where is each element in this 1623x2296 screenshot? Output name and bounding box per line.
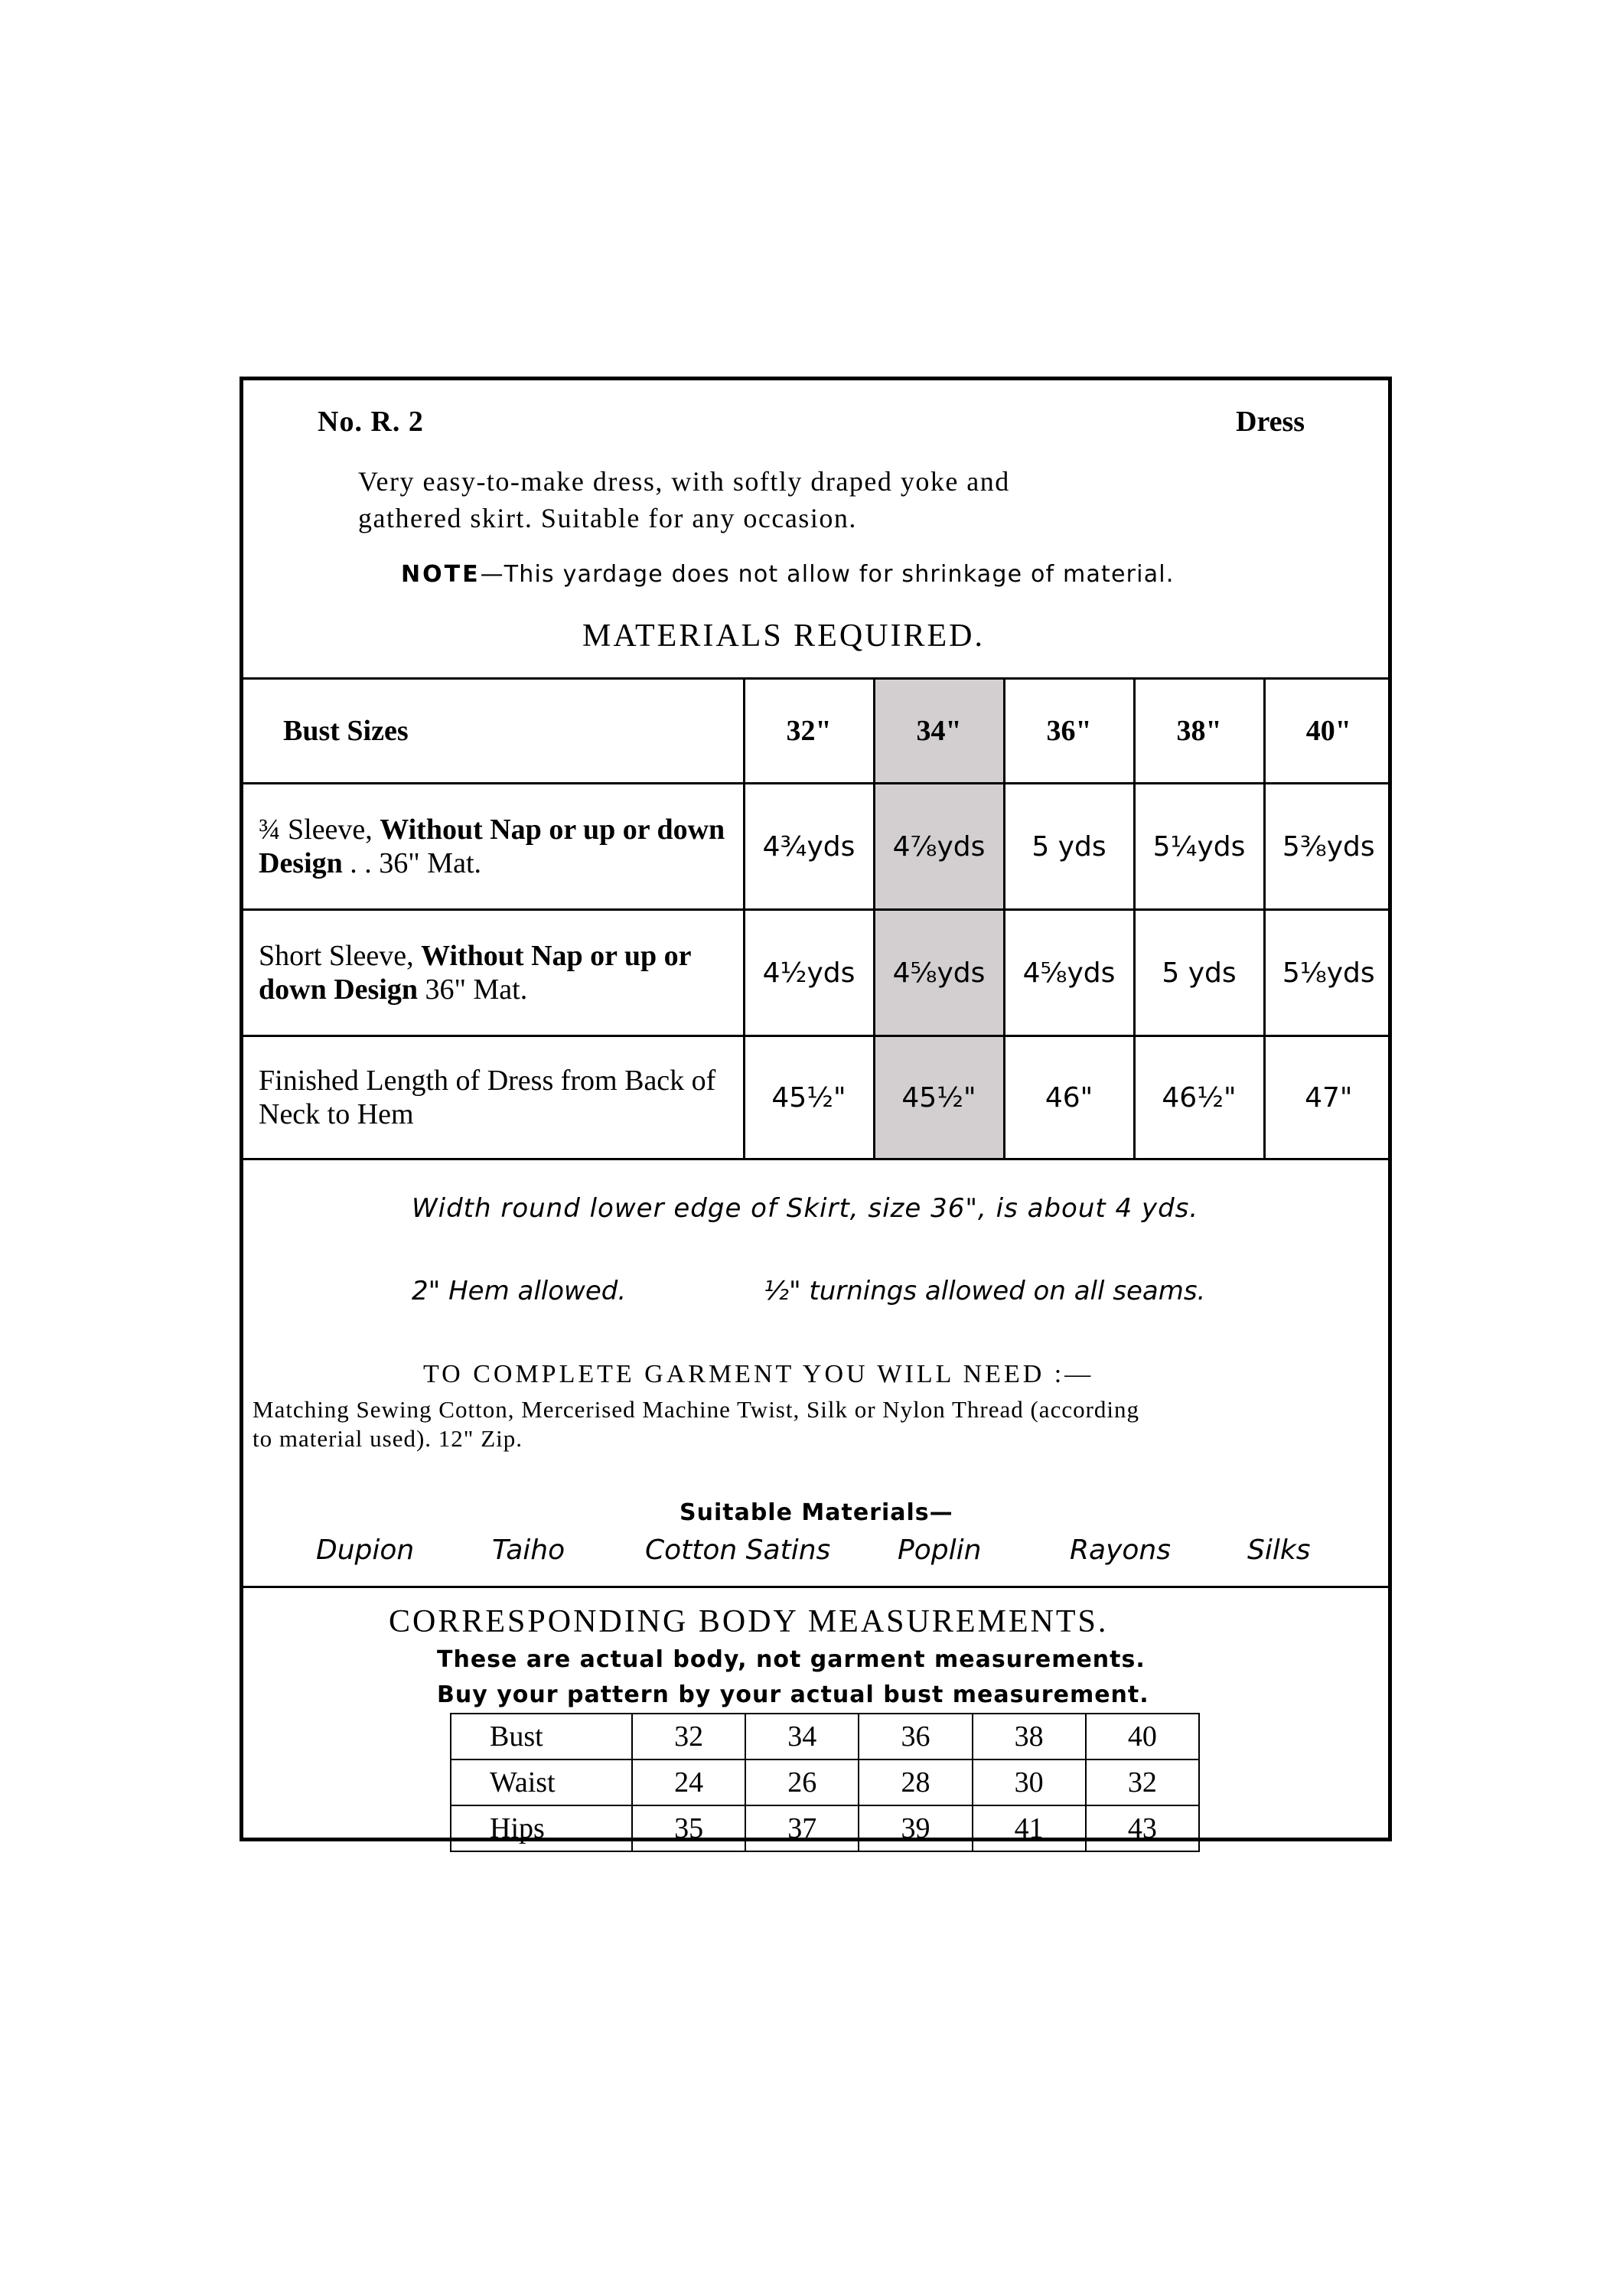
table-row — [243, 784, 1392, 910]
row-label-part: 36" Mat. — [418, 974, 528, 1006]
yardage-cell: 4½yds — [744, 910, 874, 1036]
yardage-cell: 4⅞yds — [874, 784, 1004, 910]
materials-heading: MATERIALS REQUIRED. — [582, 618, 985, 654]
materials-table — [243, 677, 1392, 1160]
table-row — [451, 1805, 1199, 1851]
yardage-cell: 4¾yds — [744, 784, 874, 910]
measure-cell: 26 — [745, 1760, 859, 1805]
description-line-2: gathered skirt. Suitable for any occasion. — [358, 503, 857, 533]
size-40: 40" — [1264, 679, 1392, 784]
row-label-part: Short Sleeve, — [259, 940, 422, 972]
table-row — [243, 1036, 1392, 1159]
measure-cell: 28 — [859, 1760, 972, 1805]
note-label: NOTE — [401, 561, 481, 588]
fabric-item: Taiho — [492, 1534, 565, 1566]
measure-cell: 39 — [859, 1805, 972, 1851]
measure-cell: 41 — [973, 1805, 1086, 1851]
bust-sizes-label: Bust Sizes — [243, 679, 744, 784]
measure-cell: 43 — [1086, 1805, 1199, 1851]
measure-cell: 35 — [632, 1805, 745, 1851]
description-line-1: Very easy-to-make dress, with softly draped yoke and — [358, 466, 1010, 497]
notions-line-1: Matching Sewing Cotton, Mercerised Machine Twist, Silk or Nylon Thread (according — [253, 1396, 1140, 1423]
table-row — [451, 1760, 1199, 1805]
yardage-cell: 5 yds — [1004, 784, 1134, 910]
body-measurements-subtitle-2: Buy your pattern by your actual bust measurement. — [437, 1681, 1149, 1708]
length-cell: 46" — [1004, 1036, 1134, 1159]
fabric-item: Cotton Satins — [645, 1534, 831, 1566]
measure-cell: 30 — [973, 1760, 1086, 1805]
yardage-cell: 4⅝yds — [874, 910, 1004, 1036]
table-row — [243, 910, 1392, 1036]
measure-cell: 37 — [745, 1805, 859, 1851]
yardage-cell: 5¼yds — [1134, 784, 1264, 910]
measure-label: Waist — [451, 1760, 632, 1805]
measure-cell: 40 — [1086, 1714, 1199, 1760]
hem-note: 2" Hem allowed. — [412, 1276, 627, 1306]
row-label — [243, 910, 744, 1036]
yardage-cell: 5 yds — [1134, 910, 1264, 1036]
row-label — [243, 1036, 744, 1159]
fabric-item: Poplin — [898, 1534, 982, 1566]
row-label-bold: Without Nap or up or down Design — [259, 940, 691, 1006]
body-measurements-heading: CORRESPONDING BODY MEASUREMENTS. — [389, 1604, 1109, 1639]
measure-cell: 24 — [632, 1760, 745, 1805]
pattern-sheet — [240, 377, 1392, 1844]
row-label-part: ¾ Sleeve, — [259, 814, 380, 846]
shrinkage-note — [401, 561, 1175, 588]
pattern-number: No. R. 2 — [318, 406, 424, 438]
turnings-note: ½" turnings allowed on all seams. — [764, 1276, 1206, 1306]
row-label-part: . . 36" Mat. — [342, 847, 482, 879]
measure-label: Bust — [451, 1714, 632, 1760]
skirt-width-note: Width round lower edge of Skirt, size 36", is about 4 yds. — [412, 1193, 1199, 1224]
measure-cell: 32 — [632, 1714, 745, 1760]
size-38: 38" — [1134, 679, 1264, 784]
row-label-bold: Without Nap or up or down Design — [259, 814, 725, 879]
row-label-part: Finished Length of Dress from Back of Neck to Hem — [259, 1065, 716, 1130]
note-text: —This yardage does not allow for shrinkage of material. — [480, 561, 1175, 588]
body-measurements-subtitle-1: These are actual body, not garment measurements. — [437, 1646, 1146, 1673]
fabric-item: Rayons — [1070, 1534, 1171, 1566]
measure-cell: 32 — [1086, 1760, 1199, 1805]
body-measurements-table — [450, 1713, 1200, 1852]
notions-list — [253, 1395, 1139, 1453]
section-divider — [243, 1586, 1392, 1588]
size-header-row — [243, 679, 1392, 784]
description — [358, 463, 1010, 536]
complete-garment-heading: TO COMPLETE GARMENT YOU WILL NEED :— — [423, 1360, 1094, 1388]
row-label — [243, 784, 744, 910]
measure-cell: 34 — [745, 1714, 859, 1760]
length-cell: 47" — [1264, 1036, 1392, 1159]
suitable-materials-heading: Suitable Materials— — [680, 1499, 953, 1526]
size-36: 36" — [1004, 679, 1134, 784]
size-34: 34" — [874, 679, 1004, 784]
garment-type: Dress — [1236, 406, 1305, 438]
notions-line-2: to material used). 12" Zip. — [253, 1425, 523, 1452]
yardage-cell: 5⅛yds — [1264, 910, 1392, 1036]
measure-label: Hips — [451, 1805, 632, 1851]
yardage-cell: 5⅜yds — [1264, 784, 1392, 910]
measure-cell: 38 — [973, 1714, 1086, 1760]
length-cell: 46½" — [1134, 1036, 1264, 1159]
fabric-item: Dupion — [316, 1534, 415, 1566]
table-row — [451, 1714, 1199, 1760]
fabric-item: Silks — [1247, 1534, 1311, 1566]
length-cell: 45½" — [744, 1036, 874, 1159]
length-cell: 45½" — [874, 1036, 1004, 1159]
measure-cell: 36 — [859, 1714, 972, 1760]
size-32: 32" — [744, 679, 874, 784]
yardage-cell: 4⅝yds — [1004, 910, 1134, 1036]
